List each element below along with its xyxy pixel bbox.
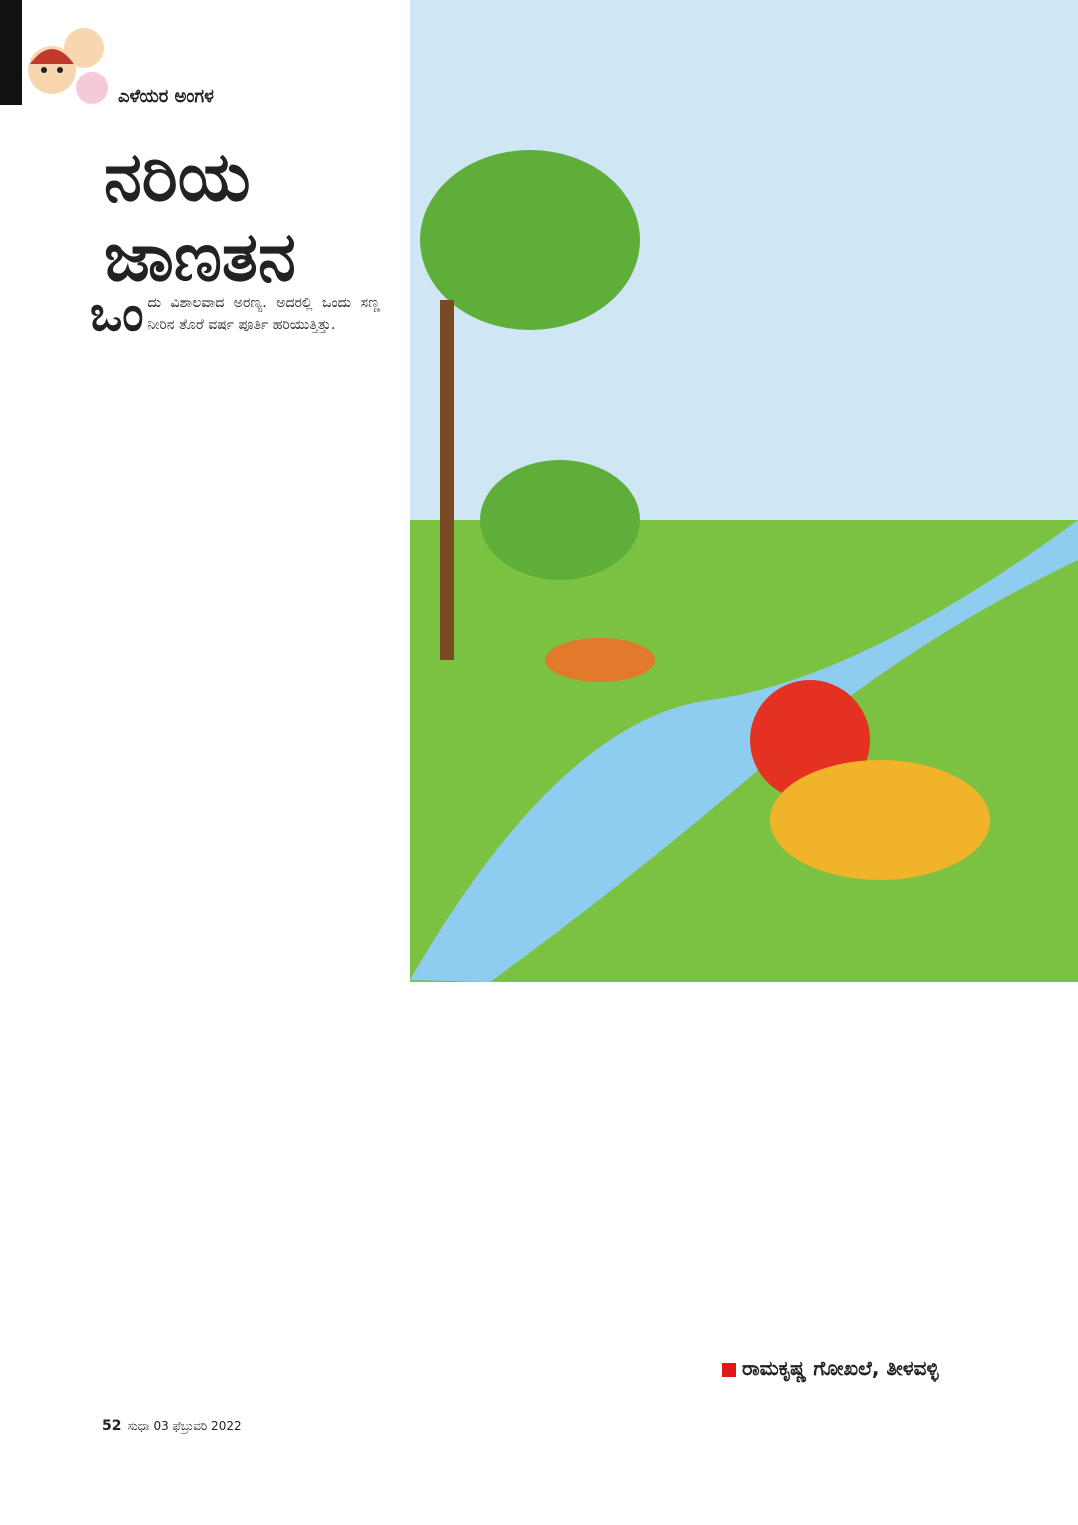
section-label: ಎಳೆಯರ ಅಂಗಳ	[118, 86, 214, 107]
article-title: ನರಿಯ ಜಾಣತನ	[104, 138, 296, 297]
article-byline	[722, 1356, 939, 1380]
article-illustration	[410, 0, 1078, 982]
section-mascot-icon	[22, 8, 114, 108]
article-opening: ದು ವಿಶಾಲವಾದ ಅರಣ್ಯ. ಅದರಲ್ಲಿ ಒಂದು ಸಣ್ಣ ನೀರಿನ ತೊರೆ ವರ್ಷ ಪೂರ್ತಿ ಹರಿಯುತ್ತಿತ್ತು.	[147, 295, 380, 333]
drop-cap: ಒಂ	[90, 286, 144, 342]
byline-text: ರಾಮಕೃಷ್ಣ ಗೋಖಲೆ, ತೀಳವಳ್ಳಿ	[742, 1356, 939, 1380]
issue-info: ಸುಧಾ 03 ಫೆಬ್ರುವರಿ 2022	[127, 1419, 242, 1433]
article-column-1	[90, 286, 380, 342]
page-number: 52	[102, 1418, 122, 1434]
corner-tab	[0, 0, 22, 105]
byline-marker	[722, 1363, 736, 1377]
page-footer	[102, 1418, 242, 1434]
